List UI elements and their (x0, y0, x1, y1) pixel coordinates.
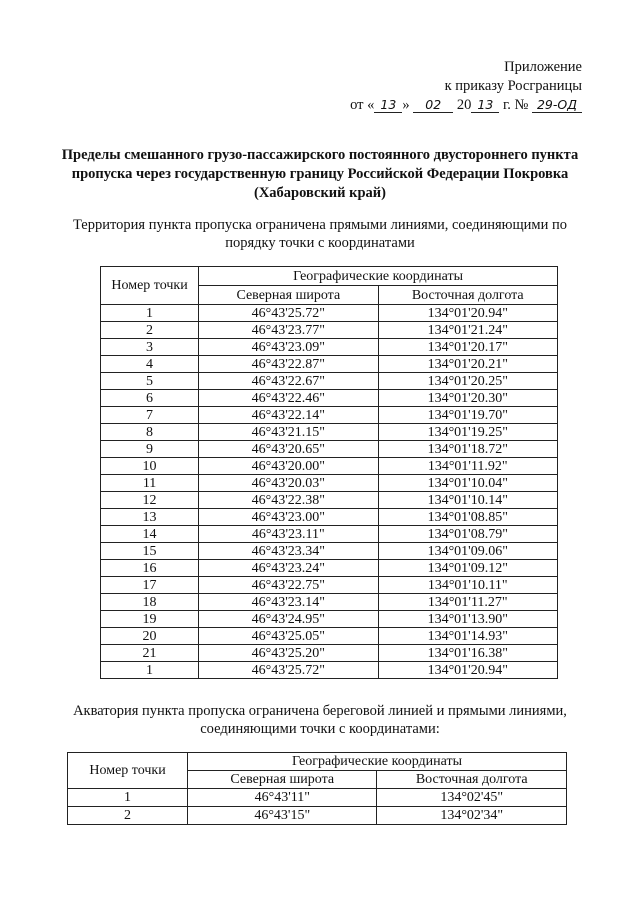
table-row (101, 628, 558, 645)
longitude-cell: 134°01'19.70" (378, 407, 558, 424)
latitude-cell: 46°43'23.24" (199, 560, 378, 577)
table-row (68, 807, 567, 825)
date-prefix: от « (350, 97, 375, 113)
table-row (101, 441, 558, 458)
latitude-cell: 46°43'20.65" (199, 441, 378, 458)
longitude-cell: 134°01'09.12" (378, 560, 558, 577)
point-number-cell: 20 (101, 628, 199, 645)
table-row (101, 577, 558, 594)
table-row (101, 543, 558, 560)
point-number-cell: 15 (101, 543, 199, 560)
point-number-cell: 9 (101, 441, 199, 458)
year-prefix: 20 (456, 97, 472, 113)
header-geo-coordinates: Географические координаты (199, 267, 558, 286)
appendix-label: Приложение (504, 59, 582, 75)
table-row (101, 356, 558, 373)
order-number: 29-ОД (532, 97, 582, 113)
point-number-cell: 16 (101, 560, 199, 577)
point-number-cell: 2 (101, 322, 199, 339)
water-area-coordinates-table (67, 752, 567, 825)
water-area-table-body (68, 789, 567, 825)
longitude-cell: 134°01'20.94" (378, 662, 558, 679)
table-row (101, 611, 558, 628)
table-row (101, 509, 558, 526)
point-number-cell: 5 (101, 373, 199, 390)
latitude-cell: 46°43'22.75" (199, 577, 378, 594)
longitude-cell: 134°01'18.72" (378, 441, 558, 458)
latitude-cell: 46°43'11" (188, 789, 377, 807)
longitude-cell: 134°01'20.25" (378, 373, 558, 390)
territory-coordinates-table (100, 266, 558, 679)
latitude-cell: 46°43'22.46" (199, 390, 378, 407)
latitude-cell: 46°43'22.87" (199, 356, 378, 373)
longitude-cell: 134°02'45" (377, 789, 567, 807)
point-number-cell: 6 (101, 390, 199, 407)
point-number-cell: 13 (101, 509, 199, 526)
latitude-cell: 46°43'23.11" (199, 526, 378, 543)
longitude-cell: 134°02'34" (377, 807, 567, 825)
latitude-cell: 46°43'23.00" (199, 509, 378, 526)
point-number-cell: 21 (101, 645, 199, 662)
latitude-cell: 46°43'20.03" (199, 475, 378, 492)
longitude-cell: 134°01'13.90" (378, 611, 558, 628)
latitude-cell: 46°43'25.20" (199, 645, 378, 662)
latitude-cell: 46°43'23.14" (199, 594, 378, 611)
point-number-cell: 17 (101, 577, 199, 594)
longitude-cell: 134°01'20.21" (378, 356, 558, 373)
year-word: г. № (502, 97, 529, 113)
longitude-cell: 134°01'20.30" (378, 390, 558, 407)
table-row (101, 458, 558, 475)
order-reference: к приказу Росграницы (444, 78, 582, 94)
point-number-cell: 8 (101, 424, 199, 441)
table-row (101, 475, 558, 492)
point-number-cell: 1 (101, 305, 199, 322)
table-row (101, 560, 558, 577)
table-row (101, 322, 558, 339)
header-geo-coordinates: Географические координаты (188, 753, 567, 771)
longitude-cell: 134°01'20.94" (378, 305, 558, 322)
header-latitude: Северная широта (188, 771, 377, 789)
latitude-cell: 46°43'23.77" (199, 322, 378, 339)
point-number-cell: 1 (101, 662, 199, 679)
latitude-cell: 46°43'24.95" (199, 611, 378, 628)
table-row (101, 662, 558, 679)
document-title: Пределы смешанного грузо-пассажирского постоянного двустороннего пункта пропуска через государственную границу Российской Федерации Покровка (Хабаровский край) (61, 147, 579, 201)
longitude-cell: 134°01'10.11" (378, 577, 558, 594)
longitude-cell: 134°01'09.06" (378, 543, 558, 560)
header-longitude: Восточная долгота (378, 286, 558, 305)
table-row (101, 305, 558, 322)
table-row (101, 373, 558, 390)
header-point-number: Номер точки (101, 267, 199, 305)
point-number-cell: 3 (101, 339, 199, 356)
latitude-cell: 46°43'21.15" (199, 424, 378, 441)
table-row (101, 526, 558, 543)
table-row (101, 339, 558, 356)
longitude-cell: 134°01'08.85" (378, 509, 558, 526)
longitude-cell: 134°01'08.79" (378, 526, 558, 543)
table-row (101, 407, 558, 424)
header-longitude: Восточная долгота (377, 771, 567, 789)
table-row (101, 424, 558, 441)
order-month: 02 (413, 97, 453, 113)
point-number-cell: 11 (101, 475, 199, 492)
latitude-cell: 46°43'25.72" (199, 662, 378, 679)
table-row (101, 645, 558, 662)
order-year: 13 (471, 97, 499, 113)
order-date-number (350, 96, 582, 115)
table-row (101, 390, 558, 407)
longitude-cell: 134°01'21.24" (378, 322, 558, 339)
appendix-header (350, 58, 582, 115)
water-area-intro: Акватория пункта пропуска ограничена береговой линией и прямыми линиями, соединяющими точки с координатами: (73, 703, 567, 737)
order-day: 13 (374, 97, 402, 113)
longitude-cell: 134°01'16.38" (378, 645, 558, 662)
longitude-cell: 134°01'11.27" (378, 594, 558, 611)
date-quote-close: » (402, 97, 410, 113)
latitude-cell: 46°43'15" (188, 807, 377, 825)
longitude-cell: 134°01'10.04" (378, 475, 558, 492)
territory-intro: Территория пункта пропуска ограничена прямыми линиями, соединяющими по порядку точки с координатами (73, 217, 567, 251)
table-row (101, 594, 558, 611)
latitude-cell: 46°43'23.09" (199, 339, 378, 356)
latitude-cell: 46°43'25.05" (199, 628, 378, 645)
latitude-cell: 46°43'23.34" (199, 543, 378, 560)
point-number-cell: 12 (101, 492, 199, 509)
longitude-cell: 134°01'20.17" (378, 339, 558, 356)
point-number-cell: 2 (68, 807, 188, 825)
latitude-cell: 46°43'20.00" (199, 458, 378, 475)
header-point-number: Номер точки (68, 753, 188, 789)
longitude-cell: 134°01'14.93" (378, 628, 558, 645)
longitude-cell: 134°01'10.14" (378, 492, 558, 509)
territory-table-body (101, 305, 558, 679)
latitude-cell: 46°43'22.38" (199, 492, 378, 509)
latitude-cell: 46°43'22.67" (199, 373, 378, 390)
header-latitude: Северная широта (199, 286, 378, 305)
latitude-cell: 46°43'22.14" (199, 407, 378, 424)
point-number-cell: 19 (101, 611, 199, 628)
point-number-cell: 10 (101, 458, 199, 475)
longitude-cell: 134°01'19.25" (378, 424, 558, 441)
point-number-cell: 4 (101, 356, 199, 373)
table-row (101, 492, 558, 509)
point-number-cell: 18 (101, 594, 199, 611)
point-number-cell: 1 (68, 789, 188, 807)
longitude-cell: 134°01'11.92" (378, 458, 558, 475)
point-number-cell: 14 (101, 526, 199, 543)
latitude-cell: 46°43'25.72" (199, 305, 378, 322)
point-number-cell: 7 (101, 407, 199, 424)
table-row (68, 789, 567, 807)
